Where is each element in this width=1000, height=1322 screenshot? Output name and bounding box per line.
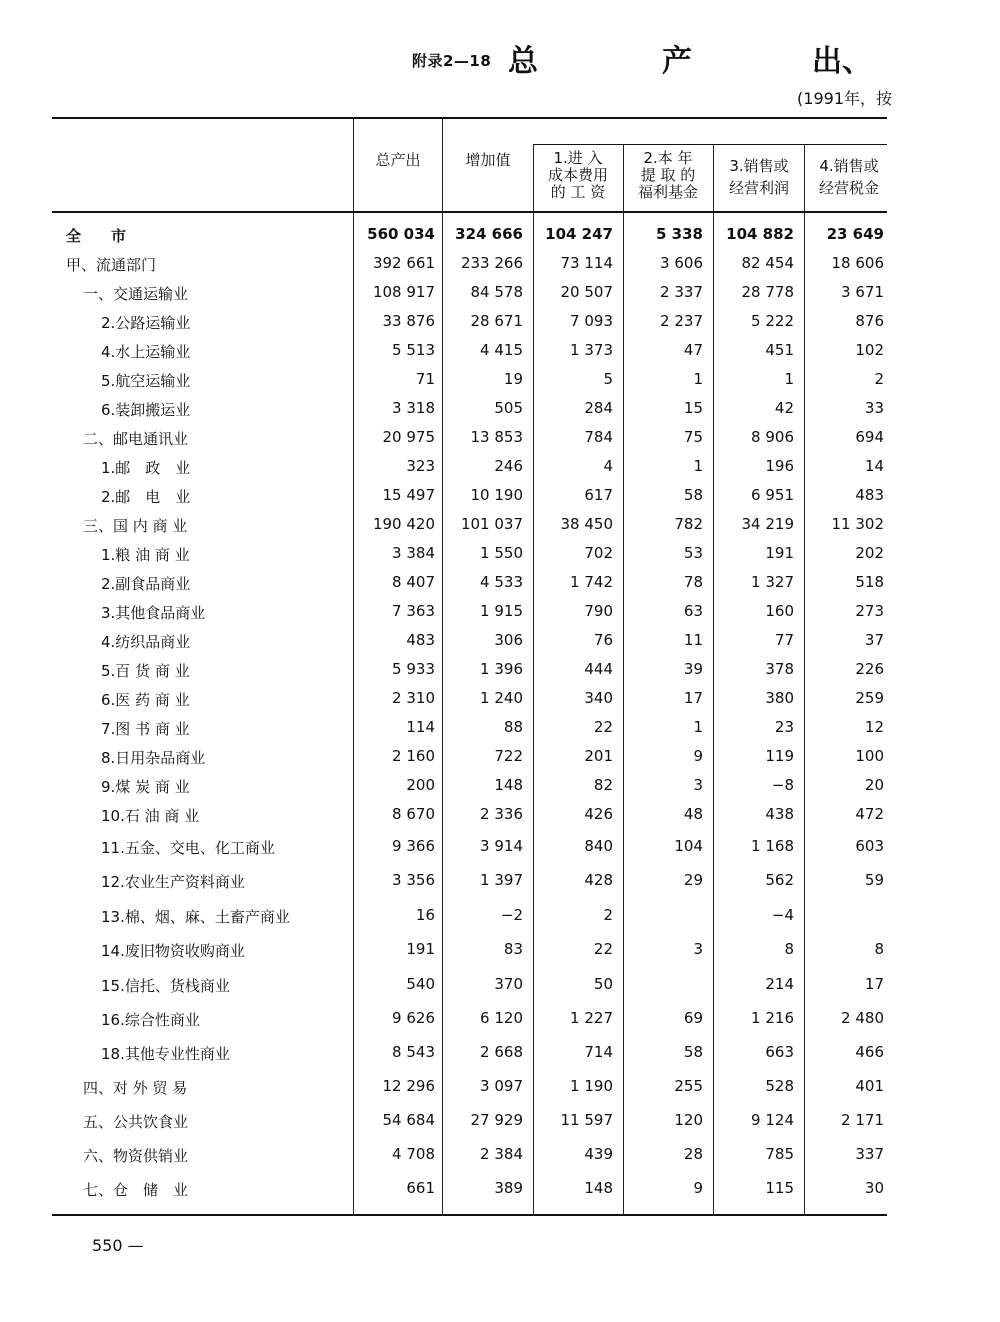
row-value: 33 876 (382, 312, 435, 330)
row-value: 22 (593, 940, 613, 958)
page-header (0, 0, 1000, 110)
row-value: 401 (855, 1077, 884, 1095)
row-label: 甲、流通部门 (66, 256, 157, 274)
table-row (0, 395, 1000, 423)
row-label: 11.五金、交电、化工商业 (101, 839, 275, 857)
row-value: 75 (683, 428, 703, 446)
row-value: 3 356 (392, 871, 435, 889)
row-value: 17 (683, 689, 703, 707)
row-value: 42 (774, 399, 794, 417)
row-value: 3 (693, 940, 703, 958)
row-value: 12 (864, 718, 884, 736)
row-value: 200 (406, 776, 435, 794)
row-value: 34 219 (741, 515, 794, 533)
row-value: 560 034 (367, 225, 435, 243)
row-value: 2 668 (480, 1043, 523, 1061)
table-row (0, 685, 1000, 713)
row-value: 59 (864, 871, 884, 889)
row-value: 1 (693, 718, 703, 736)
table-row (0, 627, 1000, 655)
row-label: 13.棉、烟、麻、土畜产商业 (101, 908, 290, 926)
row-value: 78 (683, 573, 703, 591)
row-value: 28 778 (741, 283, 794, 301)
row-value: 160 (765, 602, 794, 620)
table-row (0, 279, 1000, 307)
row-value: 3 384 (392, 544, 435, 562)
row-value: 324 666 (455, 225, 523, 243)
row-value: 3 097 (480, 1077, 523, 1095)
row-value: 11 302 (831, 515, 884, 533)
row-value: 380 (765, 689, 794, 707)
row-value: 38 450 (560, 515, 613, 533)
row-value: 22 (593, 718, 613, 736)
row-value: 214 (765, 975, 794, 993)
row-value: 1 168 (751, 837, 794, 855)
row-label: 四、对 外 贸 易 (83, 1079, 188, 1097)
row-label: 14.废旧物资收购商业 (101, 942, 245, 960)
row-value: 119 (765, 747, 794, 765)
row-value: 663 (765, 1043, 794, 1061)
header-wages-line-3: 的 工 资 (550, 183, 606, 201)
row-value: 540 (406, 975, 435, 993)
row-label: 2.公路运输业 (101, 314, 191, 332)
row-value: 6 951 (751, 486, 794, 504)
header-wages-line-2: 成本费用 (547, 166, 608, 184)
row-value: 148 (494, 776, 523, 794)
row-value: 4 (603, 457, 613, 475)
row-value: 69 (683, 1009, 703, 1027)
header-welfare-line-3: 福利基金 (637, 183, 698, 201)
header-profit (720, 155, 798, 199)
row-label: 二、邮电通讯业 (83, 430, 189, 448)
row-value: 148 (584, 1179, 613, 1197)
row-value: 39 (683, 660, 703, 678)
row-label: 16.综合性商业 (101, 1011, 200, 1029)
row-value: 4 708 (392, 1145, 435, 1163)
table-row (0, 482, 1000, 510)
row-value: 1 227 (570, 1009, 613, 1027)
row-value: 28 (683, 1145, 703, 1163)
row-value: 120 (674, 1111, 703, 1129)
row-value: 518 (855, 573, 884, 591)
row-value: 340 (584, 689, 613, 707)
row-value: 389 (494, 1179, 523, 1197)
row-value: 58 (683, 486, 703, 504)
row-value: 50 (593, 975, 613, 993)
row-value: −8 (771, 776, 794, 794)
header-tax (810, 155, 888, 199)
row-value: 428 (584, 871, 613, 889)
row-value: 53 (683, 544, 703, 562)
row-value: 2 310 (392, 689, 435, 707)
row-value: 782 (674, 515, 703, 533)
row-value: 784 (584, 428, 613, 446)
row-value: 23 649 (826, 225, 884, 243)
row-value: 3 671 (841, 283, 884, 301)
row-value: 226 (855, 660, 884, 678)
table-row (0, 511, 1000, 539)
table-row (0, 250, 1000, 278)
header-wages-line-1: 1.进 入 (553, 149, 603, 167)
row-value: 1 (784, 370, 794, 388)
row-value: 3 (693, 776, 703, 794)
row-value: 790 (584, 602, 613, 620)
row-value: 1 742 (570, 573, 613, 591)
row-value: 33 (864, 399, 884, 417)
row-label: 6.装卸搬运业 (101, 401, 191, 419)
row-value: 9 (693, 747, 703, 765)
title-char-1: 总 (508, 44, 538, 79)
table-row (0, 1141, 1000, 1169)
row-value: 9 (693, 1179, 703, 1197)
row-value: 273 (855, 602, 884, 620)
row-label: 全 市 (66, 227, 127, 245)
row-value: 505 (494, 399, 523, 417)
header-tax-line-1: 4.销售或 (819, 157, 879, 175)
row-value: 284 (584, 399, 613, 417)
row-value: 15 (683, 399, 703, 417)
header-welfare-fund (631, 150, 705, 201)
row-value: 11 (683, 631, 703, 649)
row-value: 190 420 (372, 515, 435, 533)
row-label: 五、公共饮食业 (83, 1113, 189, 1131)
row-value: 233 266 (460, 254, 523, 272)
row-value: 306 (494, 631, 523, 649)
row-label: 六、物资供销业 (83, 1147, 189, 1165)
row-value: 104 247 (545, 225, 613, 243)
row-value: 444 (584, 660, 613, 678)
table-row (0, 453, 1000, 481)
table-row (0, 569, 1000, 597)
row-value: 8 543 (392, 1043, 435, 1061)
row-label: 9.煤 炭 商 业 (101, 778, 190, 796)
table-row (0, 540, 1000, 568)
row-value: 337 (855, 1145, 884, 1163)
row-value: 71 (415, 370, 435, 388)
row-value: −4 (771, 906, 794, 924)
row-label: 6.医 药 商 业 (101, 691, 190, 709)
table-row (0, 424, 1000, 452)
row-value: 104 882 (726, 225, 794, 243)
row-value: 8 (784, 940, 794, 958)
row-value: 202 (855, 544, 884, 562)
table-row (0, 1039, 1000, 1067)
row-value: 104 (674, 837, 703, 855)
row-label: 18.其他专业性商业 (101, 1045, 230, 1063)
title-char-3: 出、 (812, 44, 872, 79)
row-value: 722 (494, 747, 523, 765)
table-row (0, 598, 1000, 626)
row-value: 694 (855, 428, 884, 446)
row-value: 201 (584, 747, 613, 765)
row-label: 7.图 书 商 业 (101, 720, 190, 738)
row-value: 88 (503, 718, 523, 736)
row-value: 8 (874, 940, 884, 958)
row-value: 16 (415, 906, 435, 924)
row-value: 876 (855, 312, 884, 330)
row-label: 4.水上运输业 (101, 343, 191, 361)
row-label: 1.邮 政 业 (101, 459, 191, 477)
header-welfare-line-2: 提 取 的 (640, 166, 696, 184)
table-row (0, 656, 1000, 684)
row-value: 5 338 (656, 225, 703, 243)
header-wages (541, 150, 615, 201)
header-welfare-line-1: 2.本 年 (643, 149, 693, 167)
row-value: 100 (855, 747, 884, 765)
row-label: 三、国 内 商 业 (83, 517, 188, 535)
row-value: 19 (503, 370, 523, 388)
row-value: 58 (683, 1043, 703, 1061)
row-value: 77 (774, 631, 794, 649)
row-value: 73 114 (560, 254, 613, 272)
row-value: 438 (765, 805, 794, 823)
row-value: 102 (855, 341, 884, 359)
row-label: 4.纺织品商业 (101, 633, 191, 651)
row-value: 2 (603, 906, 613, 924)
row-value: 714 (584, 1043, 613, 1061)
row-value: 1 915 (480, 602, 523, 620)
row-value: 47 (683, 341, 703, 359)
row-value: 466 (855, 1043, 884, 1061)
table-row (0, 366, 1000, 394)
row-value: 562 (765, 871, 794, 889)
row-label: 5.航空运输业 (101, 372, 191, 390)
table-row (0, 772, 1000, 800)
table-row (0, 1107, 1000, 1135)
row-value: 11 597 (560, 1111, 613, 1129)
row-value: 108 917 (372, 283, 435, 301)
row-value: 8 407 (392, 573, 435, 591)
row-value: 20 (864, 776, 884, 794)
row-value: 3 318 (392, 399, 435, 417)
row-value: 1 396 (480, 660, 523, 678)
row-value: 9 366 (392, 837, 435, 855)
subheader-rule (533, 144, 887, 145)
row-value: 1 240 (480, 689, 523, 707)
row-value: 603 (855, 837, 884, 855)
row-value: 6 120 (480, 1009, 523, 1027)
row-value: 472 (855, 805, 884, 823)
row-label: 5.百 货 商 业 (101, 662, 190, 680)
row-value: 101 037 (460, 515, 523, 533)
row-value: 9 124 (751, 1111, 794, 1129)
header-tax-line-2: 经营税金 (818, 179, 879, 197)
row-value: 15 497 (382, 486, 435, 504)
row-value: 13 853 (470, 428, 523, 446)
row-value: 191 (406, 940, 435, 958)
table-row (0, 936, 1000, 964)
row-label: 七、仓 储 业 (83, 1181, 189, 1199)
row-value: 5 513 (392, 341, 435, 359)
row-value: 28 671 (470, 312, 523, 330)
table-bottom-rule (52, 1214, 887, 1216)
row-label: 8.日用杂品商业 (101, 749, 206, 767)
row-value: 29 (683, 871, 703, 889)
row-value: 1 397 (480, 871, 523, 889)
row-value: 9 626 (392, 1009, 435, 1027)
header-profit-line-1: 3.销售或 (729, 157, 789, 175)
row-value: 4 533 (480, 573, 523, 591)
table-header-rule (52, 211, 887, 213)
row-value: 392 661 (372, 254, 435, 272)
row-value: 5 933 (392, 660, 435, 678)
row-value: 1 (693, 370, 703, 388)
row-label: 12.农业生产资料商业 (101, 873, 245, 891)
row-value: 1 (693, 457, 703, 475)
row-value: 5 222 (751, 312, 794, 330)
row-value: 115 (765, 1179, 794, 1197)
row-value: 378 (765, 660, 794, 678)
row-label: 1.粮 油 商 业 (101, 546, 190, 564)
row-value: 8 906 (751, 428, 794, 446)
title-char-2: 产 (662, 44, 692, 79)
table-top-rule (52, 117, 887, 119)
row-value: 12 296 (382, 1077, 435, 1095)
table-row (0, 743, 1000, 771)
row-value: 82 454 (741, 254, 794, 272)
row-value: 17 (864, 975, 884, 993)
page-number: 550 — (92, 1236, 144, 1255)
row-value: 2 337 (660, 283, 703, 301)
row-value: 1 216 (751, 1009, 794, 1027)
row-value: 451 (765, 341, 794, 359)
row-label: 10.石 油 商 业 (101, 807, 200, 825)
row-value: 483 (406, 631, 435, 649)
row-value: 7 363 (392, 602, 435, 620)
row-value: 785 (765, 1145, 794, 1163)
row-value: 14 (864, 457, 884, 475)
row-value: 27 929 (470, 1111, 523, 1129)
row-value: 10 190 (470, 486, 523, 504)
row-value: 2 480 (841, 1009, 884, 1027)
row-value: 83 (503, 940, 523, 958)
row-value: 76 (593, 631, 613, 649)
row-value: 1 373 (570, 341, 613, 359)
row-value: 4 415 (480, 341, 523, 359)
table-row (0, 1175, 1000, 1203)
row-value: 196 (765, 457, 794, 475)
table-row (0, 971, 1000, 999)
row-value: 702 (584, 544, 613, 562)
row-value: 528 (765, 1077, 794, 1095)
row-value: 1 190 (570, 1077, 613, 1095)
table-row (0, 902, 1000, 930)
row-value: 191 (765, 544, 794, 562)
row-value: 255 (674, 1077, 703, 1095)
appendix-number: 附录2—18 (412, 52, 492, 70)
row-value: 5 (603, 370, 613, 388)
table-row (0, 833, 1000, 861)
row-label: 3.其他食品商业 (101, 604, 206, 622)
row-value: 84 578 (470, 283, 523, 301)
row-value: 483 (855, 486, 884, 504)
table-row (0, 308, 1000, 336)
row-value: 1 550 (480, 544, 523, 562)
row-value: 7 093 (570, 312, 613, 330)
row-value: 2 (874, 370, 884, 388)
row-value: 2 160 (392, 747, 435, 765)
table-row (0, 1005, 1000, 1033)
header-profit-line-2: 经营利润 (728, 179, 789, 197)
row-value: 661 (406, 1179, 435, 1197)
row-value: 3 606 (660, 254, 703, 272)
row-value: 2 336 (480, 805, 523, 823)
row-value: 20 975 (382, 428, 435, 446)
row-value: 2 237 (660, 312, 703, 330)
row-value: 114 (406, 718, 435, 736)
row-value: 8 670 (392, 805, 435, 823)
row-label: 15.信托、货栈商业 (101, 977, 230, 995)
row-value: −2 (500, 906, 523, 924)
row-value: 63 (683, 602, 703, 620)
table-row (0, 221, 1000, 249)
row-label: 2.邮 电 业 (101, 488, 191, 506)
row-value: 840 (584, 837, 613, 855)
row-value: 54 684 (382, 1111, 435, 1129)
row-value: 2 171 (841, 1111, 884, 1129)
row-value: 426 (584, 805, 613, 823)
row-label: 一、交通运输业 (83, 285, 189, 303)
row-value: 246 (494, 457, 523, 475)
table-row (0, 801, 1000, 829)
row-value: 259 (855, 689, 884, 707)
row-value: 23 (774, 718, 794, 736)
row-value: 1 327 (751, 573, 794, 591)
row-value: 30 (864, 1179, 884, 1197)
table-row (0, 714, 1000, 742)
row-value: 2 384 (480, 1145, 523, 1163)
row-value: 617 (584, 486, 613, 504)
table-row (0, 1073, 1000, 1101)
row-value: 439 (584, 1145, 613, 1163)
title-subtitle: (1991年，按 (797, 89, 892, 108)
row-label: 2.副食品商业 (101, 575, 191, 593)
row-value: 370 (494, 975, 523, 993)
row-value: 3 914 (480, 837, 523, 855)
row-value: 18 606 (831, 254, 884, 272)
row-value: 20 507 (560, 283, 613, 301)
row-value: 48 (683, 805, 703, 823)
row-value: 323 (406, 457, 435, 475)
header-total-output: 总产出 (375, 151, 421, 169)
row-value: 82 (593, 776, 613, 794)
table-row (0, 337, 1000, 365)
header-value-added: 增加值 (465, 151, 511, 169)
row-value: 37 (864, 631, 884, 649)
table-row (0, 867, 1000, 895)
